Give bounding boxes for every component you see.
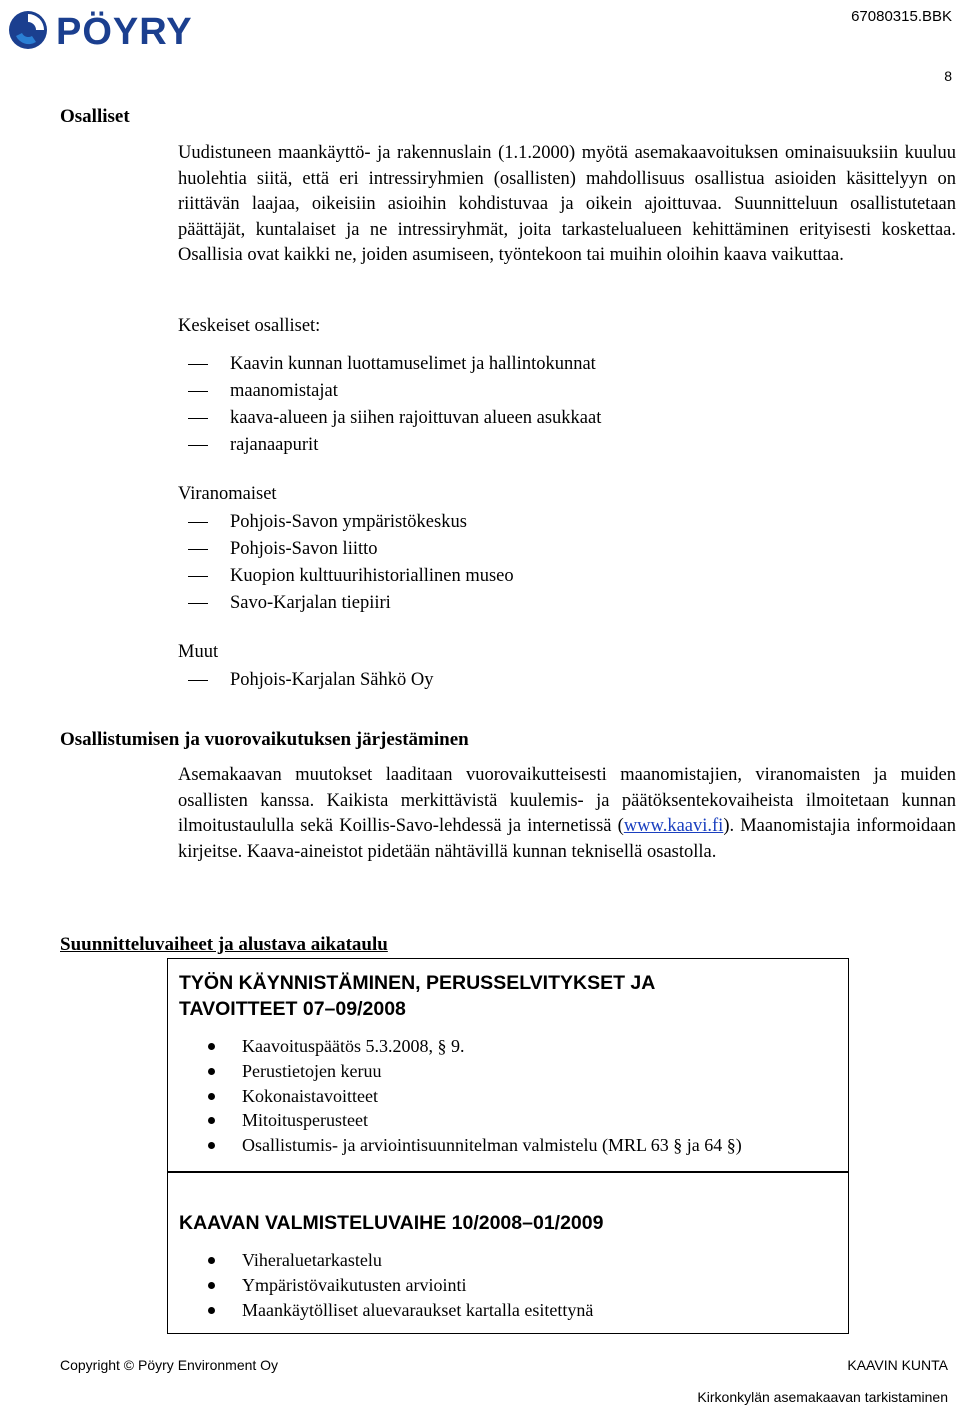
document-id: 67080315.BBK	[851, 8, 952, 25]
list-item: Kokonaistavoitteet	[168, 1084, 742, 1109]
poyry-logo-icon	[6, 6, 246, 52]
list-item: Pohjois-Karjalan Sähkö Oy	[178, 667, 433, 694]
footer-copyright: Copyright © Pöyry Environment Oy	[60, 1357, 279, 1373]
footer-project: Kirkonkylän asemakaavan tarkistaminen	[697, 1389, 948, 1405]
list-item: Ympäristövaikutusten arviointi	[168, 1273, 593, 1298]
participation-text-after: ). Maanomistajia informoidaan kirjeitse. Kaava-aineistot pidetään nähtävillä kunnan teknisellä osastolla.	[178, 816, 956, 862]
list-item: kaava-alueen ja siihen rajoittuvan alueen asukkaat	[178, 405, 601, 432]
list-item: maanomistajat	[178, 378, 601, 405]
list-item: Viheraluetarkastelu	[168, 1248, 593, 1273]
others-list	[178, 667, 433, 694]
key-participants-label: Keskeiset osalliset:	[178, 316, 321, 336]
phase-items-list	[168, 1034, 742, 1158]
participation-paragraph	[178, 763, 956, 865]
list-item: Perustietojen keruu	[168, 1059, 742, 1084]
list-item: Mitoitusperusteet	[168, 1108, 742, 1133]
list-item: Savo-Karjalan tiepiiri	[178, 590, 514, 617]
section-heading-participation: Osallistumisen ja vuorovaikutuksen järjestäminen	[60, 729, 469, 750]
list-item: Pohjois-Savon liitto	[178, 536, 514, 563]
phase-items-list	[168, 1248, 593, 1322]
key-participants-list	[178, 351, 601, 459]
section-heading-schedule: Suunnitteluvaiheet ja alustava aikataulu	[60, 934, 388, 955]
list-item: Kuopion kulttuurihistoriallinen museo	[178, 563, 514, 590]
section-heading-osalliset: Osalliset	[60, 106, 130, 127]
osalliset-intro-paragraph: Uudistuneen maankäyttö- ja rakennuslain (1.1.2000) myötä asemakaavoituksen ominaisuuksiin kuuluu huolehtia siitä, että eri intressiryhmien (osallisten) mahdollisuus osallistua asioiden käsittelyyn on riittävän laajaa, oikeisiin asioihin kohdistuvaa ja oikein ajoittuvaa. Suunnitteluun osallistutetaan päättäjät, kuntalaiset ja ne intressiryhmät, joita tarkastelualueen kehittäminen erityisesti koskettaa. Osallisia ovat kaikki ne, joiden asumiseen, työntekoon tai muihin oloihin kaava vaikuttaa.	[178, 143, 956, 265]
list-item: Kaavoituspäätös 5.3.2008, § 9.	[168, 1034, 742, 1059]
list-item: Pohjois-Savon ympäristökeskus	[178, 509, 514, 536]
authorities-label: Viranomaiset	[178, 484, 277, 504]
list-item: rajanaapurit	[178, 432, 601, 459]
phase-title-line1: KAAVAN VALMISTELUVAIHE 10/2008–01/2009	[179, 1212, 604, 1234]
poyry-logo	[6, 6, 246, 52]
footer-client: KAAVIN KUNTA	[847, 1357, 948, 1373]
authorities-list	[178, 509, 514, 617]
kaavi-website-link[interactable]: www.kaavi.fi	[623, 816, 724, 836]
participation-text-before: Asemakaavan muutokset laaditaan vuorovaikutteisesti maanomistajien, viranomaisten ja muiden osallisten kanssa. Kaikista merkittävistä kuulemis- ja päätöksentekovaiheista ilmoitetaan kunnan ilmoitustaululla sekä Koillis-Savo-lehdessä ja internetissä (	[178, 765, 956, 836]
phase-title-line1: TYÖN KÄYNNISTÄMINEN, PERUSSELVITYKSET JA	[179, 972, 656, 994]
list-item: Osallistumis- ja arviointisuunnitelman valmistelu (MRL 63 § ja 64 §)	[168, 1133, 742, 1158]
others-label: Muut	[178, 642, 219, 662]
logo-wordmark: PÖYRY	[56, 11, 193, 52]
phase-box-preparation	[167, 1172, 849, 1334]
list-item: Maankäytölliset aluevaraukset kartalla esitettynä	[168, 1298, 593, 1323]
page-number: 8	[944, 68, 952, 84]
list-item: Kaavin kunnan luottamuselimet ja hallintokunnat	[178, 351, 601, 378]
phase-box-start	[167, 958, 849, 1172]
phase-title-line2: TAVOITTEET 07–09/2008	[179, 998, 406, 1020]
